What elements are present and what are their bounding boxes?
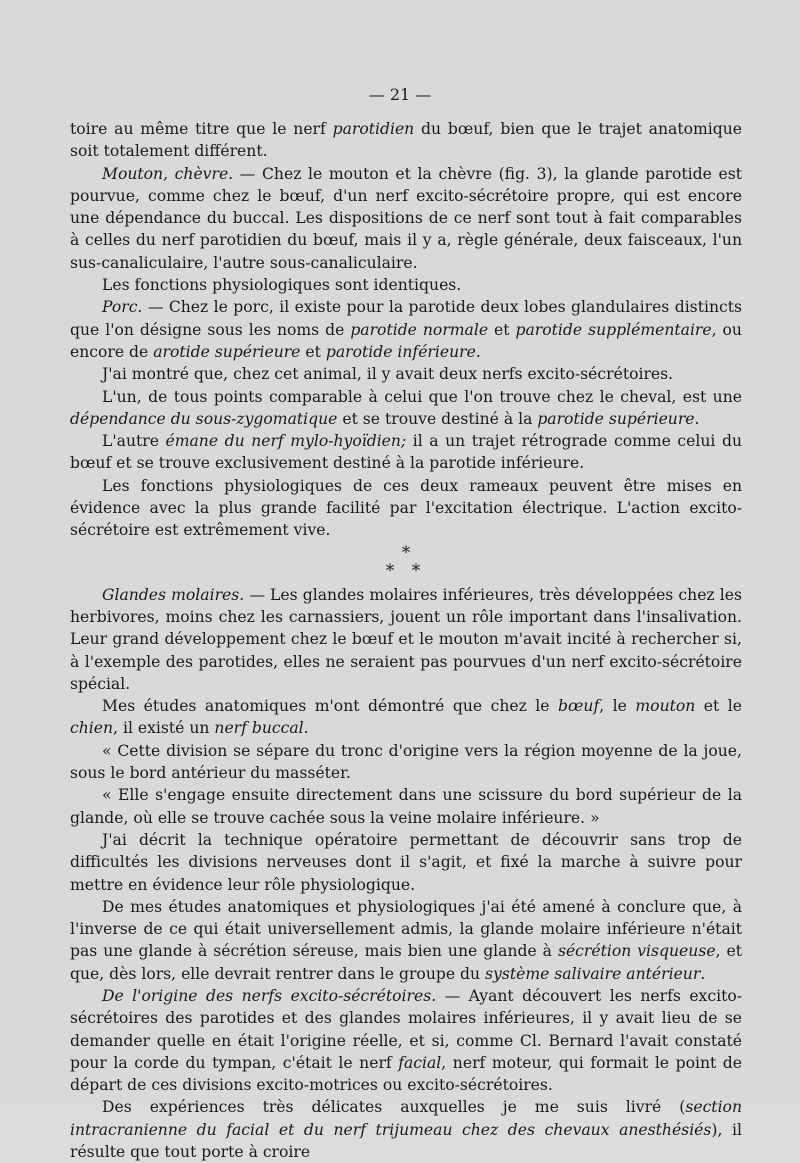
italic-run: parotide supérieure	[537, 409, 695, 428]
italic-run: mouton	[635, 697, 696, 716]
paragraph	[70, 784, 742, 829]
text-run: .	[303, 719, 309, 738]
page-number: — 21 —	[368, 85, 432, 104]
paragraph	[70, 386, 742, 431]
text-run: J'ai décrit la technique opératoire permettant de découvrir sans trop de difficultés les divisions nerveuses dont il s'agit, et fixé la marche à suivre pour mettre en évidence leur rôle physiologique.	[70, 830, 742, 894]
italic-run: Porc.	[102, 298, 143, 317]
text-run: Les fonctions physiologiques de ces deux rameaux peuvent être mises en évidence avec la plus grande facilité par l'excitation électrique. L'action excito-sécrétoire est extrêmement vive.	[70, 476, 742, 540]
text-run: et	[488, 320, 516, 339]
text-run: et se trouve destiné à la	[337, 409, 538, 428]
italic-run: dépendance du sous-zygomatique	[70, 409, 338, 428]
text-run: toire au même titre que le nerf	[70, 120, 333, 138]
paragraph	[70, 695, 742, 740]
paragraph	[70, 296, 742, 363]
paragraph	[70, 896, 742, 985]
paragraph	[70, 740, 742, 785]
text-run: et le	[695, 697, 742, 716]
italic-run: Mouton, chèvre.	[102, 164, 234, 183]
paragraph	[70, 475, 742, 542]
italic-run: émane du nerf mylo-hyoïdien;	[165, 432, 407, 451]
italic-run: parotide normale	[350, 320, 489, 339]
italic-run: facial	[398, 1053, 442, 1072]
text-run: — Chez le porc, il existe pour la parotide deux lobes glandulaires distincts que l'on désigne sous les noms de	[70, 298, 742, 339]
text-run: et	[300, 342, 326, 361]
text-run: — Chez le mouton et la chèvre (fig. 3), la glande parotide est pourvue, comme chez le bœuf, d'un nerf excito-sécrétoire propre, qui est encore une dépendance du buccal. Les dispositions de ce nerf sont tout à fait comparables à celles du nerf parotidien du bœuf, mais il y a, règle générale, deux faisceaux, l'un sus-canaliculaire, l'autre sous-canaliculaire.	[70, 164, 742, 272]
text-run: du bœuf, bien que le trajet anatomique soit totalement différent.	[70, 120, 742, 161]
paragraph	[70, 274, 742, 296]
text-run: .	[475, 342, 481, 361]
text-run: Mes études anatomiques m'ont démontré que chez le	[102, 697, 559, 716]
paragraph	[70, 430, 742, 475]
italic-run: parotidien	[332, 120, 415, 138]
text-run: — Les glandes molaires inférieures, très développées chez les herbivores, moins chez les carnassiers, jouent un rôle important dans l'insalivation. Leur grand développement chez le bœuf et le mouton m'avait incité à rechercher si, à l'exemple des parotides, elles ne seraient pas pourvues d'un nerf excito-sécrétoire spécial.	[70, 585, 742, 693]
text-run: De mes études anatomiques et physiologiques j'ai été amené à conclure que, à l'inverse de ce qui était universellement admis, la glande molaire inférieure n'était pas une glande à sécrétion séreuse, mais bien une glande à	[70, 897, 742, 961]
text-run: ), il résulte que tout porte à croire	[70, 1120, 742, 1162]
text-run: J'ai montré que, chez cet animal, il y avait deux nerfs excito-sécrétoires.	[102, 365, 674, 384]
section-separator	[70, 542, 742, 584]
text-run: « Cette division se sépare du tronc d'origine vers la région moyenne de la joue, sous le bord antérieur du masséter.	[70, 741, 742, 783]
text-run: , ou encore de	[70, 320, 742, 361]
italic-run: parotide supplémentaire	[515, 320, 712, 339]
italic-run: Glandes molaires.	[102, 585, 245, 604]
text-run: il a un trajet rétrograde comme celui du bœuf et se trouve exclusivement destiné à la parotide inférieure.	[70, 432, 742, 473]
text-run: L'autre	[102, 432, 166, 451]
italic-run: parotide inférieure	[325, 342, 476, 361]
italic-run: nerf buccal	[214, 719, 304, 738]
italic-run: De l'origine des nerfs excito-sécrétoires.	[102, 986, 437, 1005]
asterism-bottom: * *	[385, 560, 427, 581]
italic-run: système salivaire antérieur	[485, 964, 701, 983]
italic-run: arotide supérieure	[153, 342, 301, 361]
text-run: Les fonctions physiologiques sont identiques.	[102, 276, 462, 295]
paragraph	[70, 985, 742, 1096]
text-run: .	[694, 409, 700, 428]
asterism-top: *	[401, 542, 411, 563]
text-run: « Elle s'engage ensuite directement dans une scissure du bord supérieur de la glande, où elle se trouve cachée sous la veine molaire inférieure. »	[70, 786, 742, 827]
italic-run: bœuf	[558, 697, 600, 716]
text-run: — Ayant découvert les nerfs excito-sécrétoires des parotides et des glandes molaires inférieures, il y avait lieu de se demander quelle en était l'origine réelle, et si, comme Cl. Bernard l'avait constaté pour la corde du tympan, c'était le nerf	[70, 986, 742, 1072]
text-run: .	[700, 964, 706, 983]
text-run: , et que, dès lors, elle devrait rentrer dans le groupe du	[70, 942, 742, 983]
body-text	[70, 118, 742, 1163]
paragraph	[70, 363, 742, 385]
text-run: L'un, de tous points comparable à celui que l'on trouve chez le cheval, est une	[102, 387, 742, 406]
italic-run: chien	[70, 719, 114, 738]
text-run: , nerf moteur, qui formait le point de départ de ces divisions excito-motrices ou excito-sécrétoires.	[70, 1053, 742, 1095]
paragraph	[70, 584, 742, 695]
italic-run: section intracranienne du facial et du nerf trijumeau chez des chevaux anesthésiés	[70, 1098, 742, 1139]
paragraph	[70, 1096, 742, 1163]
text-run: Des expériences très délicates auxquelles je me suis livré (	[102, 1098, 686, 1117]
text-run: , il existé un	[113, 719, 215, 738]
paragraph	[70, 829, 742, 896]
paragraph	[70, 163, 742, 274]
paragraph	[70, 118, 742, 163]
text-run: , le	[599, 697, 636, 716]
italic-run: sécrétion visqueuse	[557, 942, 716, 961]
